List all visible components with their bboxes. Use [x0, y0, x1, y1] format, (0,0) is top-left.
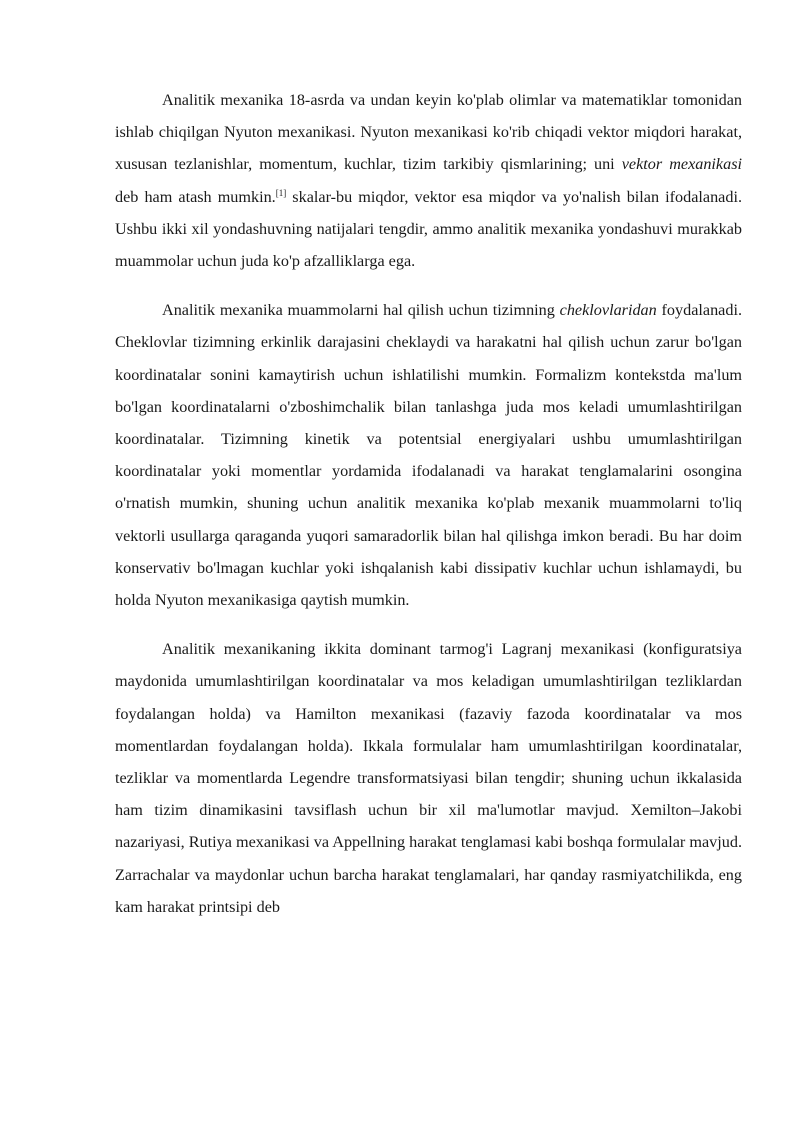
document-body [115, 84, 742, 940]
text-run: foydalanadi. Cheklovlar tizimning erkinlik darajasini cheklaydi va harakatni hal qilish uchun zarur bo'lgan koordinatalar sonini kamaytirish uchun ishlatilishi mumkin. Formalizm kontekstda ma'lum bo'lgan koordinatalarni o'zboshimchalik bilan tanlashga juda mos keladi umumlashtirilgan koordinatalar. Tizimning kinetik va potentsial energiyalari ushbu umumlashtirilgan koordinatalar yoki momentlar yordamida ifodalanadi va harakat tenglamalarini osongina o'rnatish mumkin, shuning uchun analitik mexanika ko'plab mexanik muammolarni to'liq vektorli usullarga qaraganda yuqori samaradorlik bilan hal qilishga imkon beradi. Bu har doim konservativ bo'lmagan kuchlar yoki ishqalanish kabi dissipativ kuchlar uchun ishlamaydi, bu holda Nyuton mexanikasiga qaytish mumkin. [115, 301, 742, 610]
text-run: skalar-bu miqdor, vektor esa miqdor va yo'nalish bilan ifodalanadi. Ushbu ikki xil yondashuvning natijalari tengdir, ammo analitik mexanika yondashuvi murakkab muammolar uchun juda ko'p afzalliklarga ega. [115, 187, 743, 271]
italic-term-constraints: cheklovlaridan [559, 301, 657, 320]
paragraph-analytic-mechanics-intro [115, 84, 742, 277]
paragraph-lagrangian-hamiltonian [115, 633, 742, 923]
text-run: Analitik mexanika muammolarni hal qilish uchun tizimning [162, 301, 560, 320]
paragraph-constraints [115, 294, 742, 616]
text-run: Analitik mexanika 18-asrda va undan keyin ko'plab olimlar va matematiklar tomonidan ishlab chiqilgan Nyuton mexanikasi. Nyuton mexanikasi ko'rib chiqadi vektor miqdori harakat, xususan tezlanishlar, momentum, kuchlar, tizim tarkibiy qismlarining; uni [115, 91, 742, 174]
italic-term-vector-mechanics: vektor mexanikasi [621, 155, 743, 174]
text-run: Analitik mexanikaning ikkita dominant tarmog'i Lagranj mexanikasi (konfiguratsiya maydonida umumlashtirilgan koordinatalar va mos keladigan umumlashtirilgan tezliklardan foydalangan holda) va Hamilton mexanikasi (fazaviy fazoda koordinatalar va mos momentlardan foydalangan holda). Ikkala formulalar ham umumlashtirilgan koordinatalar, tezliklar va momentlarda Legendre transformatsiyasi bilan tengdir; shuning uchun ikkalasida ham tizim dinamikasini tavsiflash uchun bir xil ma'lumotlar mavjud. Xemilton–Jakobi nazariyasi, Rutiya mexanikasi va Appellning harakat tenglamasi kabi boshqa formulalar mavjud. Zarrachalar va maydonlar uchun barcha harakat tenglamalari, har qanday rasmiyatchilikda, eng kam harakat printsipi deb [115, 640, 742, 916]
text-run: deb ham atash mumkin. [115, 187, 276, 206]
footnote-reference[interactable]: [1] [275, 187, 287, 198]
